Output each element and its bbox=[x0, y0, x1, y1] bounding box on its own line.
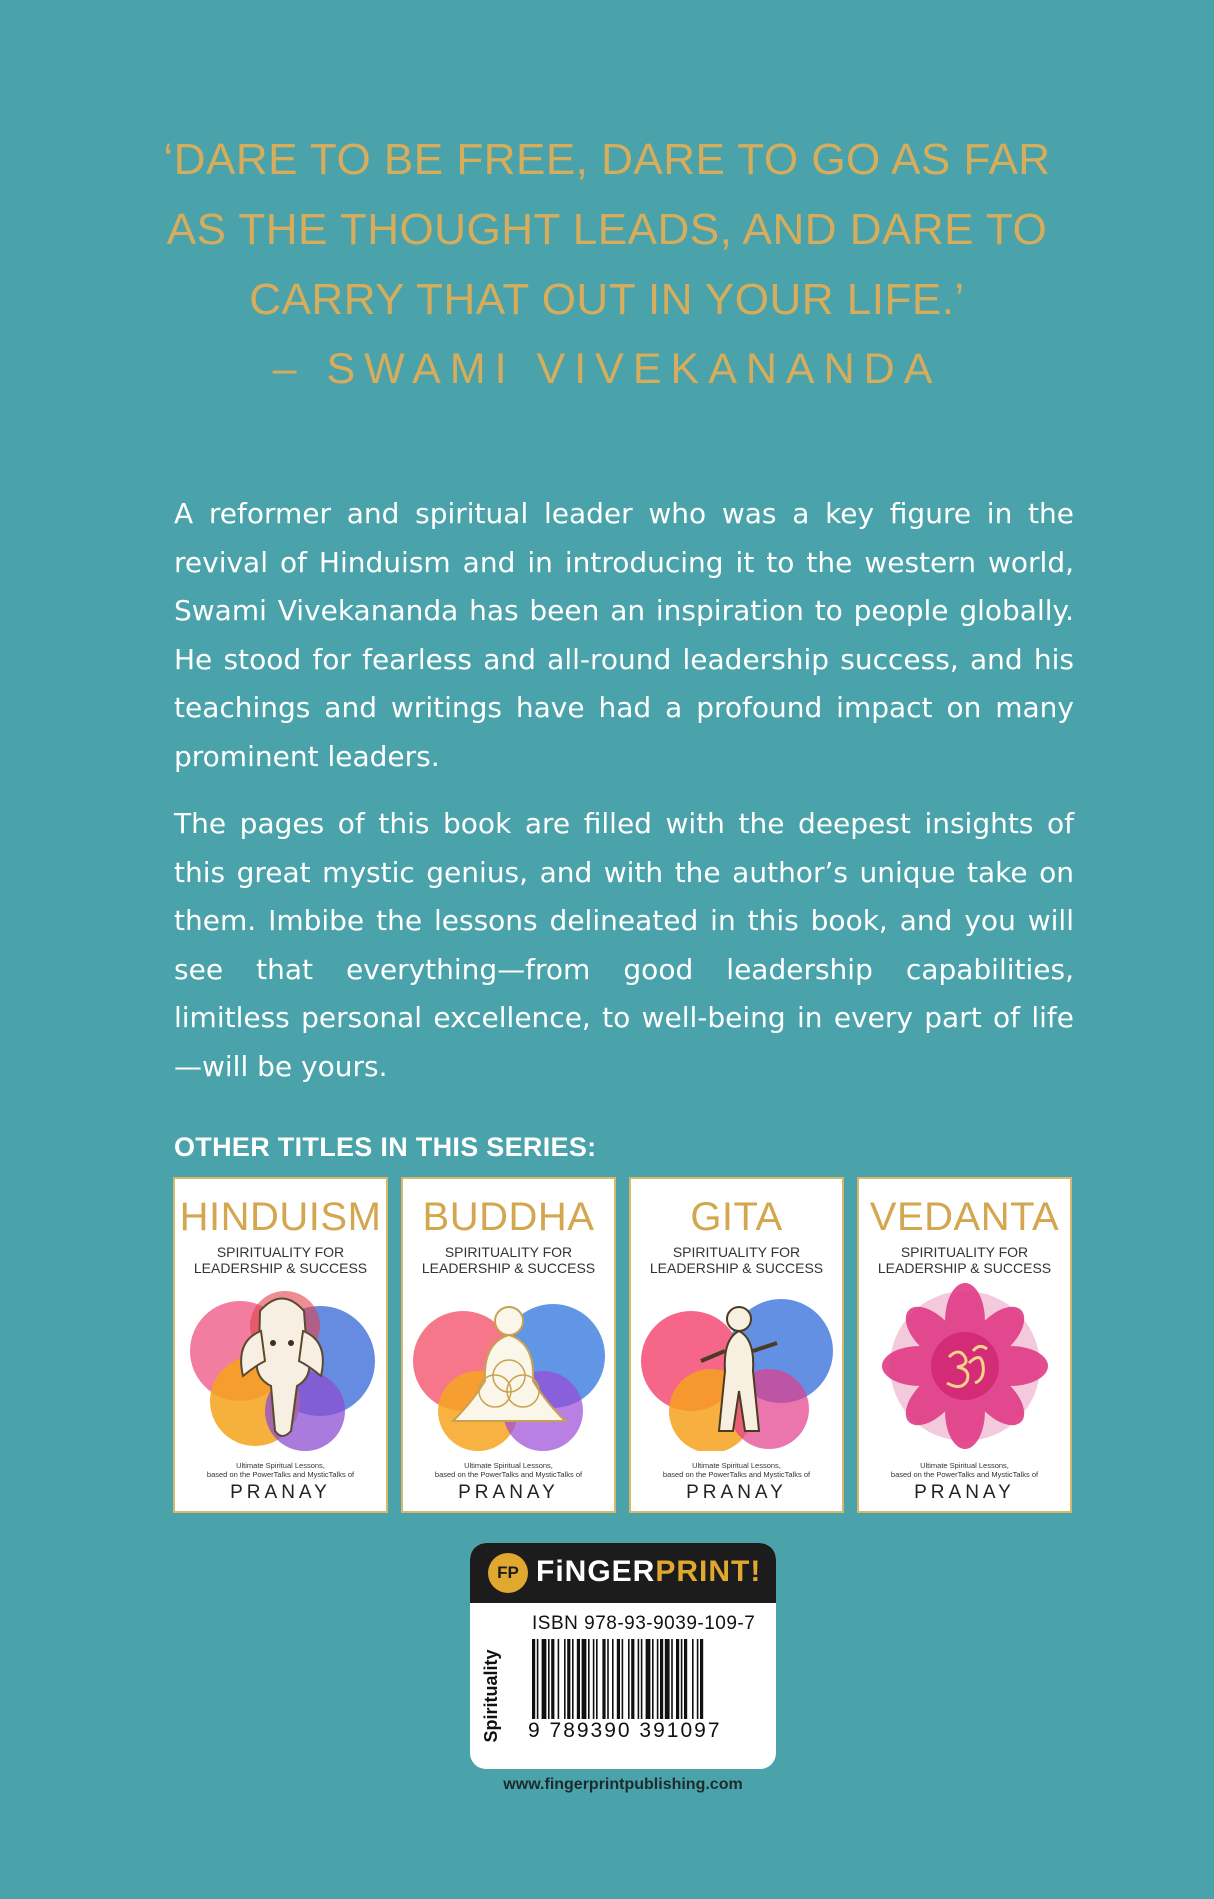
book-title: HINDUISM bbox=[179, 1195, 382, 1239]
book-cover-buddha bbox=[401, 1177, 616, 1513]
book-title: BUDDHA bbox=[422, 1195, 595, 1239]
book-subtitle: SPIRITUALITY FOR LEADERSHIP & SUCCESS bbox=[193, 1244, 368, 1276]
book-tagline: Ultimate Spiritual Lessons, based on the PowerTalks and MysticTalks of bbox=[206, 1461, 355, 1479]
publisher-logo-band bbox=[470, 1543, 776, 1603]
ganesha-illustration-icon bbox=[185, 1281, 378, 1451]
series-heading: OTHER TITLES IN THIS SERIES: bbox=[174, 1132, 597, 1162]
book-tagline: Ultimate Spiritual Lessons, based on the PowerTalks and MysticTalks of bbox=[890, 1461, 1039, 1479]
series-books bbox=[173, 1177, 1073, 1515]
book-cover-vedanta bbox=[857, 1177, 1072, 1513]
quote-line-1: ‘DARE TO BE FREE, DARE TO GO AS FAR bbox=[163, 135, 1051, 184]
book-cover-hinduism bbox=[173, 1177, 388, 1513]
book-author: PRANAY bbox=[914, 1482, 1015, 1503]
brand-accent: PRINT! bbox=[655, 1555, 762, 1588]
krishna-illustration-icon bbox=[641, 1281, 834, 1451]
book-tagline: Ultimate Spiritual Lessons, based on the PowerTalks and MysticTalks of bbox=[434, 1461, 583, 1479]
book-title: VEDANTA bbox=[869, 1195, 1060, 1239]
quote-line-3: CARRY THAT OUT IN YOUR LIFE.’ bbox=[249, 275, 965, 324]
book-author: PRANAY bbox=[458, 1482, 559, 1503]
book-title: GITA bbox=[690, 1195, 783, 1239]
book-subtitle: SPIRITUALITY FOR LEADERSHIP & SUCCESS bbox=[877, 1244, 1052, 1276]
barcode-digits: 9 789390 391097 bbox=[528, 1719, 722, 1742]
book-author: PRANAY bbox=[230, 1482, 331, 1503]
isbn-label: ISBN 978-93-9039-109-7 bbox=[532, 1613, 756, 1634]
genre-label: Spirituality bbox=[481, 1649, 501, 1743]
barcode-panel bbox=[470, 1543, 776, 1769]
publisher-brand bbox=[536, 1555, 761, 1589]
om-lotus-illustration-icon bbox=[869, 1281, 1062, 1451]
quote-attribution: – SWAMI VIVEKANANDA bbox=[272, 345, 942, 393]
description-paragraph-2: The pages of this book are filled with the deepest insights of this great mystic genius, and with the author’s unique take on them. Imbibe the lessons delineated in this book, and you will see that everything—from good leadership capabilities, limitless personal excellence, to well-being in every part of life—will be yours. bbox=[174, 807, 1074, 1083]
book-cover-gita bbox=[629, 1177, 844, 1513]
description-paragraph-1: A reformer and spiritual leader who was a key figure in the revival of Hinduism and in introducing it to the western world, Swami Vivekananda has been an inspiration to people globally. He stood for fearless and all-round leadership success, and his teachings and writings have had a profound impact on many prominent leaders. bbox=[174, 497, 1074, 773]
publisher-website: www.fingerprintpublishing.com bbox=[503, 1776, 743, 1793]
quote-line-2: AS THE THOUGHT LEADS, AND DARE TO bbox=[166, 205, 1048, 254]
meditating-buddha-illustration-icon bbox=[413, 1281, 606, 1451]
book-subtitle: SPIRITUALITY FOR LEADERSHIP & SUCCESS bbox=[421, 1244, 596, 1276]
quote-block bbox=[150, 125, 1064, 335]
brand-primary: FiNGER bbox=[536, 1555, 656, 1588]
fingerprint-logo-icon: FP bbox=[488, 1553, 528, 1593]
book-tagline: Ultimate Spiritual Lessons, based on the PowerTalks and MysticTalks of bbox=[662, 1461, 811, 1479]
book-author: PRANAY bbox=[686, 1482, 787, 1503]
book-subtitle: SPIRITUALITY FOR LEADERSHIP & SUCCESS bbox=[649, 1244, 824, 1276]
